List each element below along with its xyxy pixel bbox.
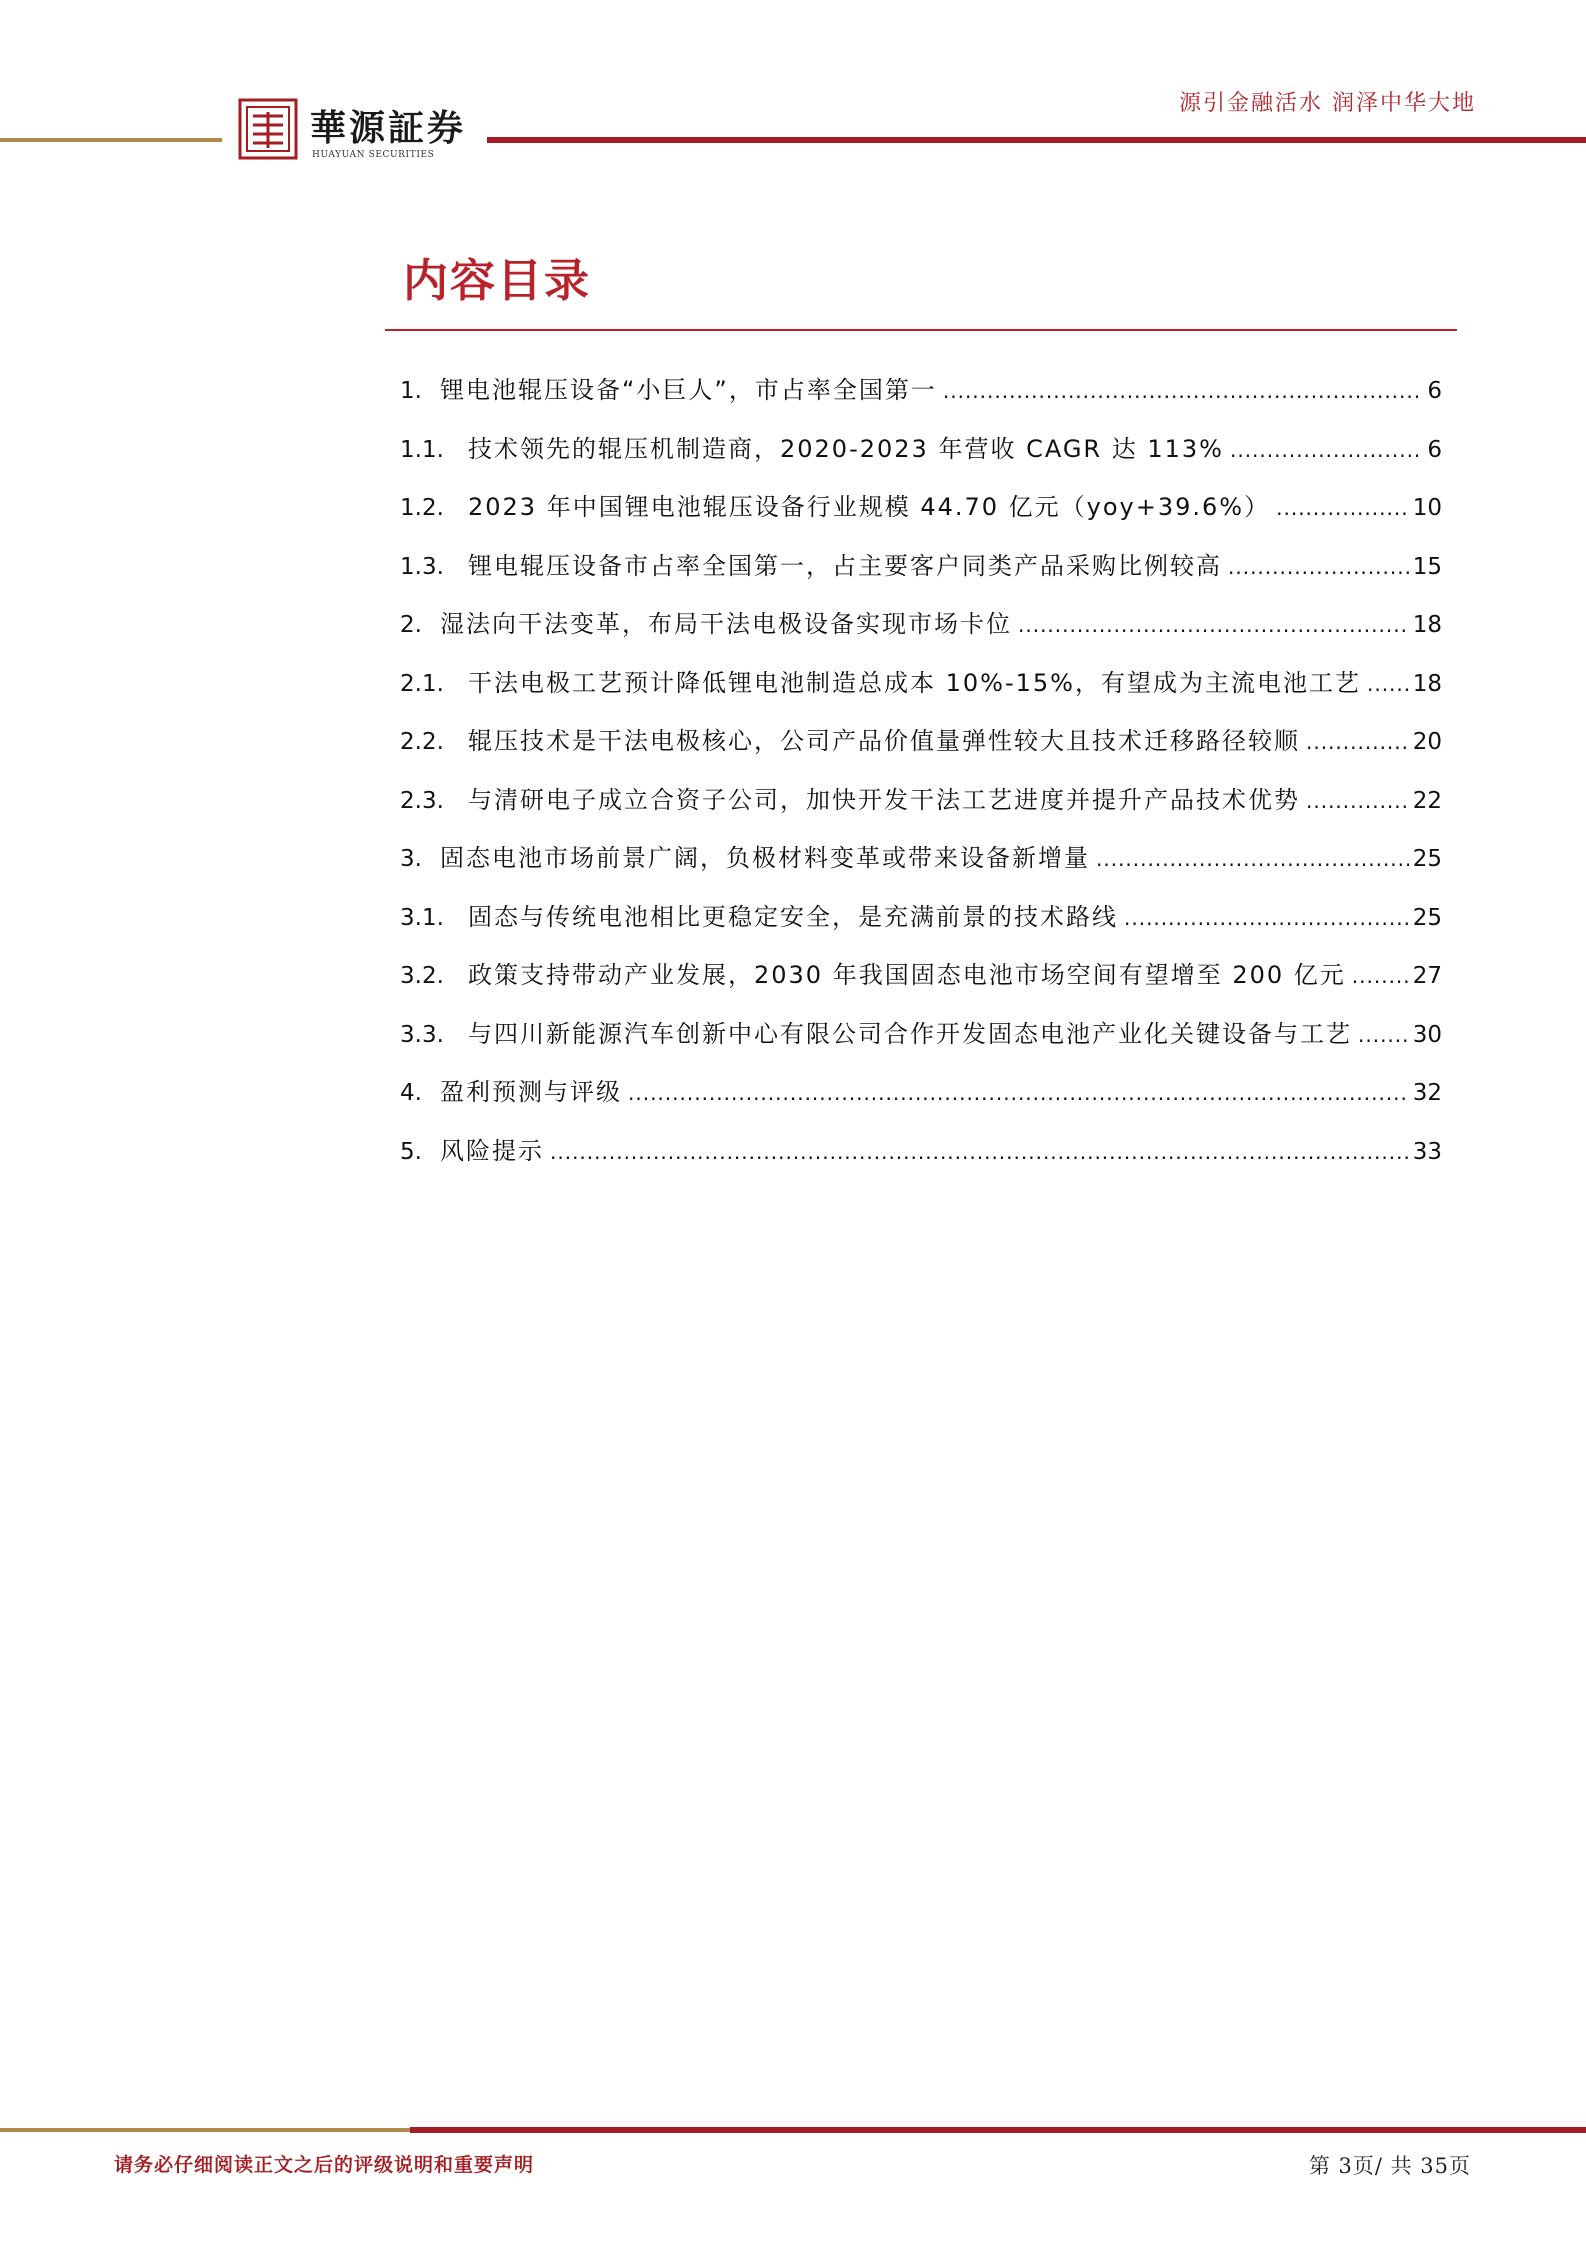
toc-entry-number: 1.3. bbox=[400, 553, 444, 580]
toc-leader-dots bbox=[1124, 906, 1409, 930]
toc-entry-title: 锂电池辊压设备“小巨人”，市占率全国第一 bbox=[440, 376, 937, 404]
toc-entry[interactable] bbox=[400, 897, 1442, 956]
toc-entry[interactable] bbox=[400, 1014, 1442, 1073]
toc-entry-title: 辊压技术是干法电极核心，公司产品价值量弹性较大且技术迁移路径较顺 bbox=[468, 727, 1300, 755]
toc-entry-title: 锂电辊压设备市占率全国第一，占主要客户同类产品采购比例较高 bbox=[468, 551, 1222, 580]
header-slogan: 源引金融活水 润泽中华大地 bbox=[1179, 91, 1476, 116]
toc-entry-title: 技术领先的辊压机制造商，2020-2023 年营收 CAGR 达 113% bbox=[468, 434, 1224, 463]
toc-entry-page: 25 bbox=[1412, 846, 1442, 872]
toc-entry-number: 2.2. bbox=[400, 729, 444, 755]
toc-entry[interactable] bbox=[400, 721, 1442, 780]
toc-entry-page: 18 bbox=[1412, 670, 1442, 697]
page-title: 内容目录 bbox=[403, 254, 592, 307]
company-logo bbox=[238, 98, 470, 168]
toc-entry-number: 2. bbox=[400, 612, 422, 638]
toc-entry-title: 2023 年中国锂电池辊压设备行业规模 44.70 亿元（yoy+39.6%） bbox=[468, 493, 1271, 521]
toc-leader-dots bbox=[628, 1081, 1409, 1105]
toc-entry-page: 6 bbox=[1427, 436, 1442, 463]
toc-entry-title: 干法电极工艺预计降低锂电池制造总成本 10%-15%，有望成为主流电池工艺 bbox=[468, 668, 1361, 697]
toc-entry-page: 22 bbox=[1412, 787, 1442, 814]
toc-entry[interactable] bbox=[400, 1072, 1442, 1131]
toc-entry-page: 15 bbox=[1412, 553, 1442, 580]
header-rule-red bbox=[487, 137, 1586, 143]
toc-entry-page: 18 bbox=[1412, 612, 1442, 638]
toc-entry-page: 33 bbox=[1412, 1138, 1442, 1165]
toc-entry[interactable] bbox=[400, 1131, 1442, 1190]
toc-entry[interactable] bbox=[400, 429, 1442, 488]
toc-leader-dots bbox=[1096, 847, 1409, 871]
toc-entry-number: 1.1. bbox=[400, 436, 444, 463]
toc-entry-page: 27 bbox=[1412, 963, 1442, 989]
toc-leader-dots bbox=[1352, 964, 1409, 988]
toc-entry[interactable] bbox=[400, 838, 1442, 897]
footer-rule-red bbox=[410, 2127, 1586, 2133]
footer-page-number: 第 3页/ 共 35页 bbox=[1308, 2154, 1471, 2178]
toc-entry-number: 4. bbox=[400, 1080, 422, 1106]
toc-entry-number: 5. bbox=[400, 1138, 422, 1165]
toc-entry-title: 风险提示 bbox=[440, 1136, 544, 1165]
logo-subtitle: HUAYUAN SECURITIES bbox=[312, 150, 435, 160]
toc-entry-page: 20 bbox=[1412, 729, 1442, 755]
toc-entry[interactable] bbox=[400, 370, 1442, 429]
toc-entry-number: 2.3. bbox=[400, 787, 444, 814]
toc-entry[interactable] bbox=[400, 780, 1442, 839]
toc-entry-page: 32 bbox=[1412, 1080, 1442, 1106]
toc-entry-number: 1.2. bbox=[400, 495, 444, 521]
toc-entry-title: 与四川新能源汽车创新中心有限公司合作开发固态电池产业化关键设备与工艺 bbox=[468, 1019, 1352, 1048]
toc-entry-title: 与清研电子成立合资子公司，加快开发干法工艺进度并提升产品技术优势 bbox=[468, 785, 1300, 814]
toc-leader-dots bbox=[1276, 496, 1409, 520]
header-rule-gold bbox=[0, 138, 222, 142]
logo-name: 華源証券 bbox=[310, 107, 467, 149]
toc-entry[interactable] bbox=[400, 663, 1442, 722]
toc-entry-title: 固态电池市场前景广阔，负极材料变革或带来设备新增量 bbox=[440, 844, 1090, 872]
toc-leader-dots bbox=[1230, 438, 1423, 462]
toc-entry-title: 盈利预测与评级 bbox=[440, 1078, 622, 1106]
toc-leader-dots bbox=[1018, 613, 1409, 637]
toc-entry[interactable] bbox=[400, 955, 1442, 1014]
toc-entry-number: 2.1. bbox=[400, 670, 444, 697]
toc-entry-page: 30 bbox=[1412, 1021, 1442, 1048]
toc-entry-page: 10 bbox=[1412, 495, 1442, 521]
title-rule bbox=[385, 329, 1457, 331]
toc-entry-title: 政策支持带动产业发展，2030 年我国固态电池市场空间有望增至 200 亿元 bbox=[468, 961, 1346, 989]
toc-leader-dots bbox=[1306, 789, 1409, 813]
toc-leader-dots bbox=[550, 1140, 1409, 1164]
toc-leader-dots bbox=[1367, 672, 1409, 696]
toc-entry-number: 3.3. bbox=[400, 1021, 444, 1048]
toc-leader-dots bbox=[943, 379, 1423, 403]
seal-icon bbox=[238, 98, 298, 160]
toc-entry[interactable] bbox=[400, 604, 1442, 663]
toc-entry-number: 3.1. bbox=[400, 904, 444, 931]
toc-entry[interactable] bbox=[400, 546, 1442, 605]
toc-leader-dots bbox=[1306, 730, 1409, 754]
toc-entry-number: 3.2. bbox=[400, 963, 444, 989]
toc-entry-number: 3. bbox=[400, 846, 422, 872]
toc-entry-title: 固态与传统电池相比更稳定安全，是充满前景的技术路线 bbox=[468, 902, 1118, 931]
toc-entry-page: 25 bbox=[1412, 904, 1442, 931]
toc-leader-dots bbox=[1358, 1023, 1409, 1047]
toc-entry[interactable] bbox=[400, 487, 1442, 546]
toc-list bbox=[400, 370, 1442, 1189]
toc-entry-page: 6 bbox=[1427, 378, 1442, 404]
toc-entry-number: 1. bbox=[400, 378, 422, 404]
footer-disclaimer: 请务必仔细阅读正文之后的评级说明和重要声明 bbox=[114, 2154, 535, 2176]
toc-leader-dots bbox=[1228, 555, 1409, 579]
toc-entry-title: 湿法向干法变革，布局干法电极设备实现市场卡位 bbox=[440, 610, 1012, 638]
